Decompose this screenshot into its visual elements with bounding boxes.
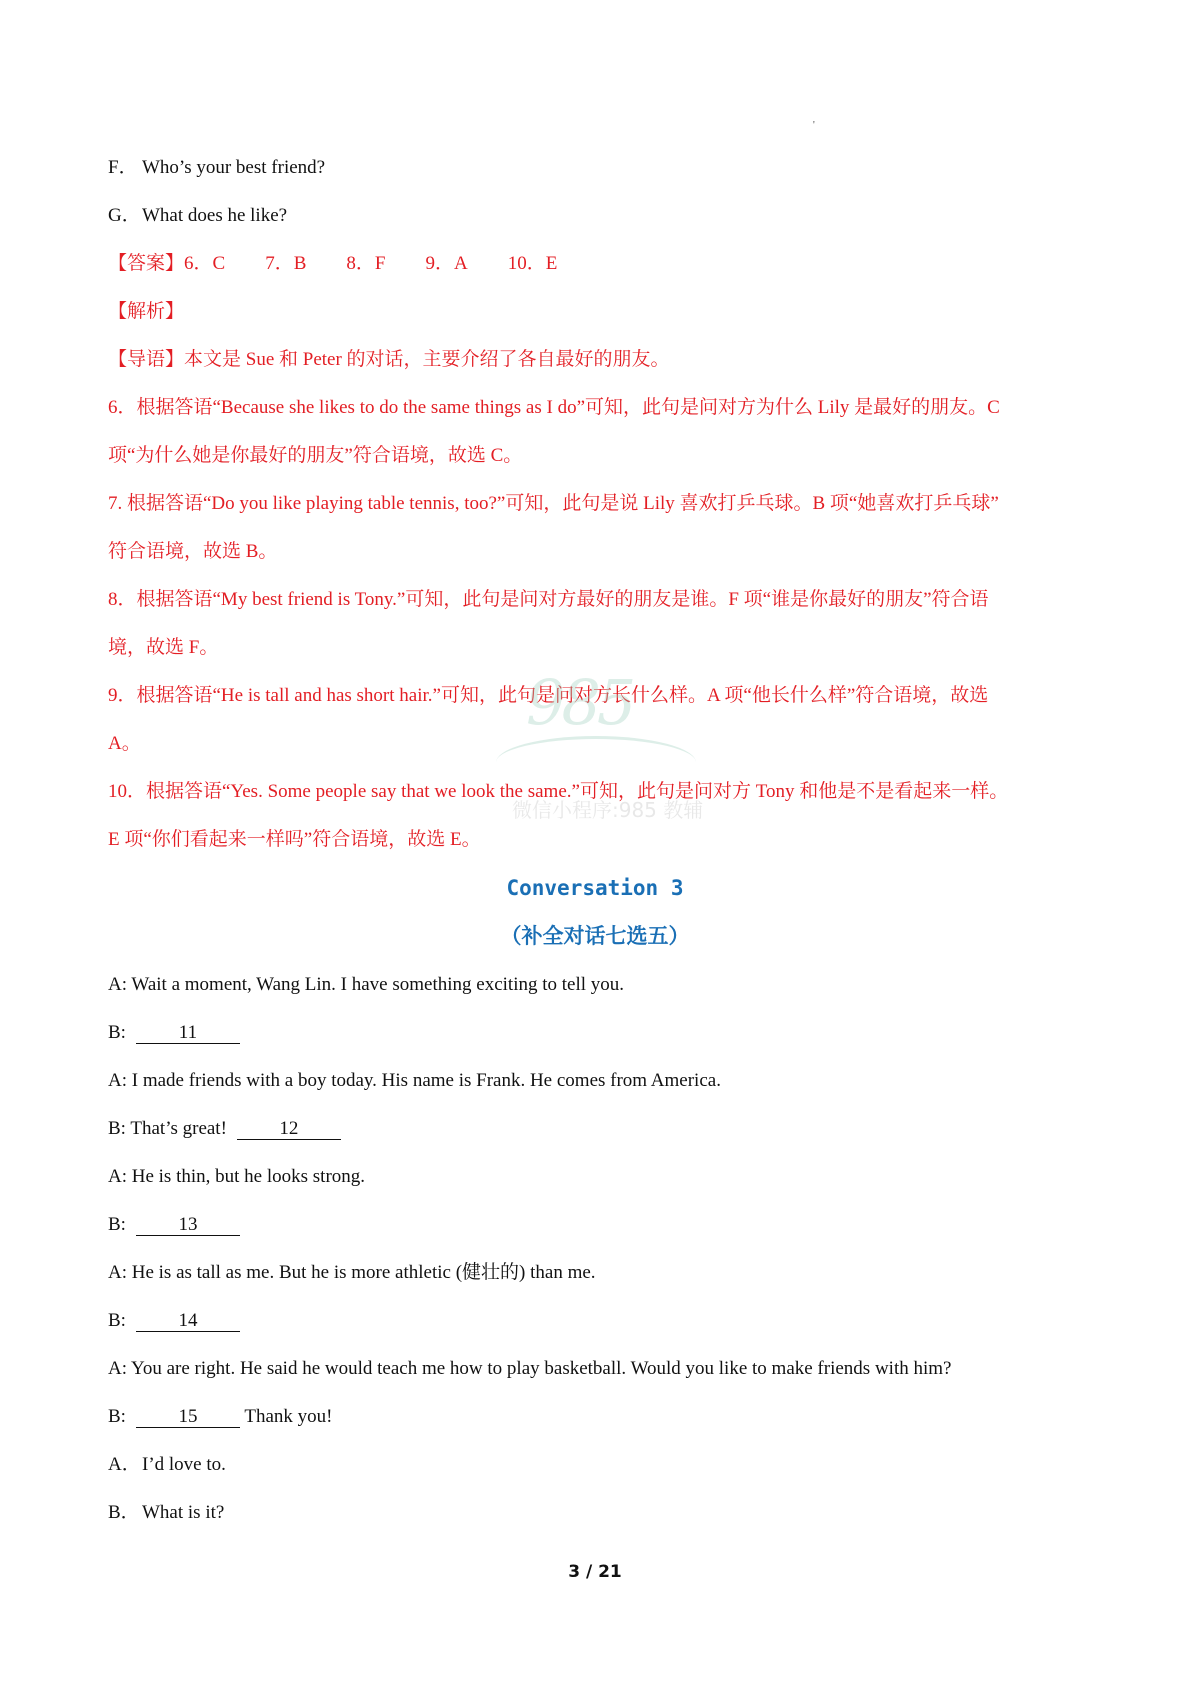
dialogue-line [108, 1213, 240, 1237]
analysis-intro: 【导语】本文是 Sue 和 Peter 的对话，主要介绍了各自最好的朋友。 [108, 349, 670, 370]
speaker: B: [108, 1022, 126, 1043]
option-text: Who’s your best friend? [142, 157, 326, 178]
dialogue-line [108, 1117, 341, 1141]
speaker: A: [108, 1358, 127, 1379]
dialogue-line [108, 1021, 240, 1045]
dialogue-text: That’s great! [130, 1118, 227, 1139]
answer-item: 10．E [507, 253, 558, 274]
speaker: B: [108, 1214, 126, 1235]
page-number: 3 / 21 [568, 1562, 622, 1582]
speaker: A: [108, 974, 127, 995]
blank-13[interactable]: 13 [136, 1215, 240, 1236]
blank-14[interactable]: 14 [136, 1311, 240, 1332]
dialogue-line [108, 1405, 333, 1429]
option-f [108, 156, 325, 180]
answer-item: 9．A [425, 253, 468, 274]
analysis-line: 9．根据答语“He is tall and has short hair.”可知，此句是问对方长什么样。A 项“他长什么样”符合语境，故选 [108, 685, 989, 706]
option-letter: G． [108, 205, 141, 226]
watermark-number: 985 [526, 666, 633, 739]
option-letter: A． [108, 1454, 141, 1475]
dialogue-line [108, 973, 624, 997]
analysis-line: 符合语境，故选 B。 [108, 541, 278, 562]
option-b [108, 1501, 224, 1525]
speaker: B: [108, 1406, 126, 1427]
blank-15[interactable]: 15 [136, 1407, 240, 1428]
section-subtitle: （补全对话七选五） [500, 924, 690, 948]
option-a [108, 1453, 226, 1477]
speaker: B: [108, 1118, 126, 1139]
speaker: A: [108, 1166, 127, 1187]
blank-12[interactable]: 12 [237, 1119, 341, 1140]
dialogue-line [108, 1357, 951, 1381]
dialogue-text: You are right. He said he would teach me how to play basketball. Would you like to make friends with him? [131, 1358, 952, 1379]
analysis-line: 10．根据答语“Yes. Some people say that we look the same.”可知，此句是问对方 Tony 和他是不是看起来一样。 [108, 781, 1009, 802]
dialogue-line [108, 1261, 596, 1285]
dialogue-line [108, 1069, 721, 1093]
option-text: I’d love to. [142, 1454, 226, 1475]
option-g [108, 204, 287, 228]
option-letter: B． [108, 1502, 140, 1523]
analysis-line: 6．根据答语“Because she likes to do the same things as I do”可知，此句是问对方为什么 Lily 是最好的朋友。C [108, 397, 1000, 418]
speaker: A: [108, 1070, 127, 1091]
dialogue-text: Wait a moment, Wang Lin. I have something exciting to tell you. [131, 974, 625, 995]
dialogue-text: He is thin, but he looks strong. [131, 1166, 366, 1187]
answer-item: 8．F [346, 253, 386, 274]
answer-label: 【答案】 [108, 253, 185, 274]
dialogue-line [108, 1309, 240, 1333]
dialogue-text: I made friends with a boy today. His name is Frank. He comes from America. [131, 1070, 721, 1091]
speaker: A: [108, 1262, 127, 1283]
dialogue-line [108, 1165, 365, 1189]
dialogue-text: He is as tall as me. But he is more athletic (健壮的) than me. [131, 1262, 596, 1283]
answer-item: 7．B [265, 253, 307, 274]
watermark-text: 微信小程序:985 教辅 [512, 798, 704, 822]
analysis-line: 境，故选 F。 [108, 637, 219, 658]
analysis-line: 7. 根据答语“Do you like playing table tennis, too?”可知，此句是说 Lily 喜欢打乒乓球。B 项“她喜欢打乒乓球” [108, 493, 999, 514]
analysis-line: 项“为什么她是你最好的朋友”符合语境，故选 C。 [108, 445, 523, 466]
dialogue-text: Thank you! [244, 1406, 333, 1427]
answer-line [108, 252, 557, 276]
analysis-line: A。 [108, 733, 141, 754]
analysis-line: 8．根据答语“My best friend is Tony.”可知，此句是问对方最好的朋友是谁。F 项“谁是你最好的朋友”符合语 [108, 589, 989, 610]
analysis-label: 【解析】 [108, 301, 185, 322]
option-letter: F． [108, 157, 138, 178]
stray-mark: ' [813, 120, 815, 131]
analysis-line: E 项“你们看起来一样吗”符合语境，故选 E。 [108, 829, 481, 850]
option-text: What does he like? [142, 205, 288, 226]
option-text: What is it? [142, 1502, 225, 1523]
answer-item: 6．C [184, 253, 226, 274]
section-title: Conversation 3 [506, 876, 684, 900]
speaker: B: [108, 1310, 126, 1331]
blank-11[interactable]: 11 [136, 1023, 240, 1044]
